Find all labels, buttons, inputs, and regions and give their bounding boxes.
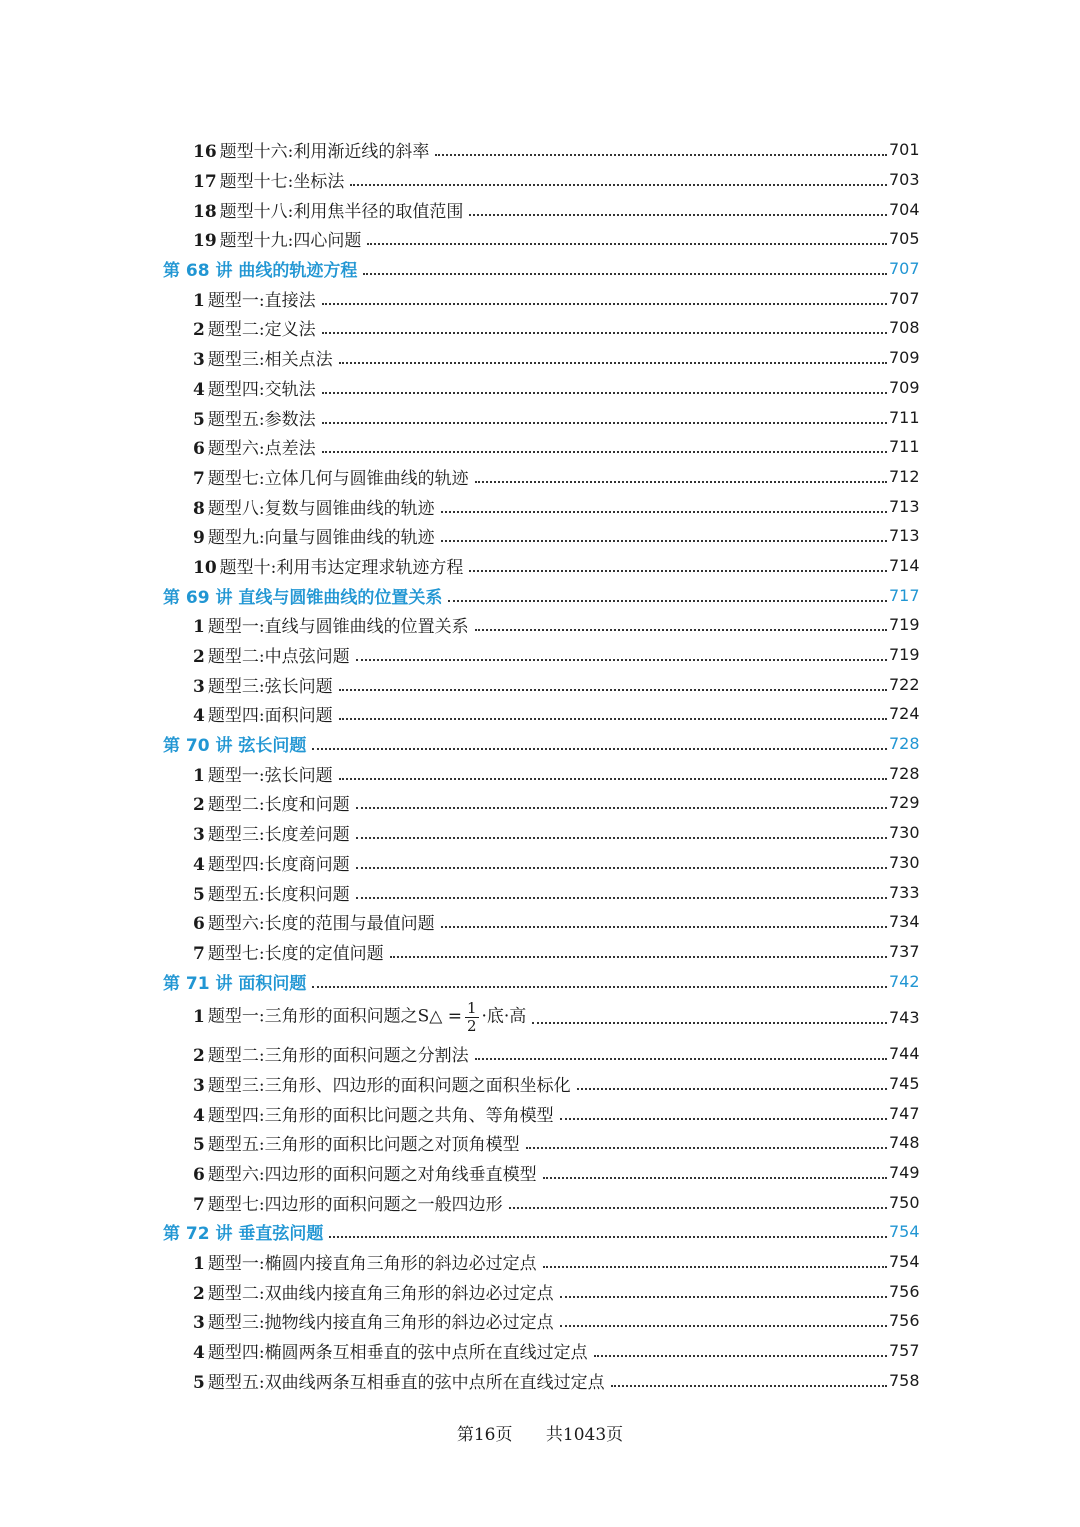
dot-leader	[611, 1384, 887, 1387]
toc-entry-row[interactable]	[0, 1306, 1080, 1336]
page-number: 749	[889, 1163, 920, 1183]
entry-title: 题型六:点差法	[207, 439, 316, 460]
toc-entry-label	[193, 1249, 537, 1274]
entry-title: 题型二:长度和问题	[207, 795, 350, 816]
entry-number: 7	[193, 468, 205, 489]
entry-number: 1	[193, 1006, 205, 1027]
entry-title: 题型三:弦长问题	[207, 676, 333, 697]
entry-number: 2	[193, 1283, 205, 1304]
toc-entry-label	[193, 494, 435, 519]
entry-title: 题型六:长度的范围与最值问题	[207, 914, 435, 935]
page-number: 709	[889, 348, 920, 368]
entry-number: 8	[193, 498, 205, 519]
entry-number: 5	[193, 409, 205, 430]
entry-title: 题型一:直线与圆锥曲线的位置关系	[207, 617, 469, 638]
toc-entry-label	[193, 790, 350, 815]
dot-leader	[363, 272, 887, 275]
entry-title: 题型一:弦长问题	[207, 765, 333, 786]
toc-entry-row[interactable]	[0, 462, 1080, 492]
toc-entry-label	[193, 197, 463, 222]
chapter-title: 垂直弦问题	[238, 1224, 324, 1245]
entry-number: 3	[193, 1313, 205, 1334]
entry-title: 题型十九:四心问题	[219, 231, 362, 252]
toc-entry-label	[193, 434, 316, 459]
toc-entry-row[interactable]	[0, 432, 1080, 462]
toc-chapter-row[interactable]	[0, 254, 1080, 284]
page-number: 748	[889, 1133, 920, 1153]
chapter-title: 面积问题	[238, 973, 307, 994]
toc-entry-row[interactable]	[0, 1128, 1080, 1158]
entry-number: 18	[193, 201, 217, 222]
dot-leader	[322, 450, 887, 453]
dot-leader	[560, 1295, 887, 1298]
dot-leader	[435, 153, 887, 156]
dot-leader	[441, 539, 887, 542]
chapter-title: 弦长问题	[238, 736, 307, 757]
toc-entry-label	[193, 286, 316, 311]
dot-leader	[560, 1324, 887, 1327]
toc-entry-label	[193, 850, 350, 875]
page-number: 724	[889, 704, 920, 724]
dot-leader	[448, 599, 887, 602]
dot-leader	[560, 1117, 887, 1120]
entry-number: 3	[193, 1075, 205, 1096]
entry-number: 4	[193, 706, 205, 727]
entry-title: 题型三:相关点法	[207, 350, 333, 371]
entry-number: 2	[193, 320, 205, 341]
page-number: 737	[889, 941, 920, 961]
page-number: 745	[889, 1073, 920, 1093]
entry-number: 16	[193, 142, 217, 163]
page-footer	[0, 1420, 1080, 1445]
entry-number: 3	[193, 350, 205, 371]
dot-leader	[526, 1146, 887, 1149]
toc-entry-row[interactable]	[0, 224, 1080, 254]
toc-entry-label	[193, 701, 333, 726]
page-number: 719	[889, 615, 920, 635]
toc-entry-row[interactable]	[0, 521, 1080, 551]
page-number: 714	[889, 555, 920, 575]
dot-leader	[469, 569, 887, 572]
toc-entry-label	[193, 1190, 503, 1215]
entry-number: 6	[193, 439, 205, 460]
entry-number: 1	[193, 617, 205, 638]
toc-entry-label	[163, 1219, 323, 1244]
entry-number: 5	[193, 1135, 205, 1156]
dot-leader	[441, 510, 887, 513]
entry-number: 6	[193, 914, 205, 935]
entry-number: 2	[193, 795, 205, 816]
page-number: 713	[889, 496, 920, 516]
toc-entry-label	[193, 137, 429, 162]
dot-leader	[339, 361, 887, 364]
toc-entry-row[interactable]	[0, 165, 1080, 195]
entry-number: 7	[193, 943, 205, 964]
dot-leader	[322, 391, 887, 394]
dot-leader	[475, 1057, 887, 1060]
toc-entry-label	[193, 939, 384, 964]
toc-entry-label	[163, 256, 357, 281]
page-number: 728	[889, 763, 920, 783]
toc-entry-label	[193, 1071, 571, 1096]
chapter-number: 第 70 讲	[163, 736, 233, 757]
chapter-number: 第 72 讲	[163, 1224, 233, 1245]
dot-leader	[469, 213, 887, 216]
toc-entry-row[interactable]	[0, 135, 1080, 165]
toc-entry-row[interactable]	[0, 313, 1080, 343]
dot-leader	[543, 1176, 887, 1179]
toc-entry-label	[193, 167, 344, 192]
dot-leader	[532, 1021, 887, 1024]
dot-leader	[577, 1087, 887, 1090]
fraction	[465, 1000, 479, 1034]
page-number: 754	[889, 1252, 920, 1272]
page-number: 711	[889, 407, 920, 427]
dot-leader	[390, 955, 887, 958]
entry-title: 题型七:长度的定值问题	[207, 943, 384, 964]
toc-entry-label	[193, 909, 435, 934]
toc-entry-label	[193, 612, 469, 637]
dot-leader	[322, 421, 887, 424]
total-pages-label: 共1043页	[545, 1425, 624, 1445]
toc-entry-row[interactable]	[0, 283, 1080, 313]
page-number: 757	[889, 1341, 920, 1361]
entry-title: 题型三:长度差问题	[207, 825, 350, 846]
entry-title: 题型五:参数法	[207, 409, 316, 430]
page-number: 713	[889, 526, 920, 546]
page-number: 711	[889, 437, 920, 457]
toc-entry-row[interactable]	[0, 1039, 1080, 1069]
toc-chapter-row[interactable]	[0, 1217, 1080, 1247]
page-number: 704	[889, 199, 920, 219]
toc-entry-label	[193, 1130, 520, 1155]
toc-entry-label	[193, 1279, 554, 1304]
toc-entry-label	[193, 1338, 588, 1363]
entry-number: 3	[193, 676, 205, 697]
page-number: 733	[889, 882, 920, 902]
chapter-number: 第 69 讲	[163, 587, 233, 608]
page-number: 703	[889, 170, 920, 190]
entry-title: 题型四:长度商问题	[207, 854, 350, 875]
entry-title: 题型七:四边形的面积问题之一般四边形	[207, 1194, 503, 1215]
entry-title-suffix: ·底·高	[481, 1006, 527, 1027]
toc-entry-row[interactable]	[0, 1158, 1080, 1188]
toc-entry-row[interactable]	[0, 610, 1080, 640]
page-number: 709	[889, 377, 920, 397]
dot-leader	[367, 242, 887, 245]
chapter-number: 第 71 讲	[163, 973, 233, 994]
page-number: 722	[889, 674, 920, 694]
toc-entry-label	[193, 672, 333, 697]
dot-leader	[356, 866, 887, 869]
page-number: 747	[889, 1103, 920, 1123]
dot-leader	[475, 480, 887, 483]
toc-chapter-row[interactable]	[0, 580, 1080, 610]
dot-leader	[339, 777, 887, 780]
entry-title: 题型十七:坐标法	[219, 172, 345, 193]
toc-chapter-row[interactable]	[0, 966, 1080, 996]
entry-title: 题型二:中点弦问题	[207, 647, 350, 668]
dot-leader	[329, 1235, 887, 1238]
entry-title: 题型一:直接法	[207, 290, 316, 311]
entry-title: 题型六:四边形的面积问题之对角线垂直模型	[207, 1165, 537, 1186]
fraction-numerator: 1	[466, 999, 477, 1018]
dot-leader	[322, 302, 887, 305]
toc-entry-row[interactable]	[0, 1187, 1080, 1217]
dot-leader	[322, 331, 887, 334]
entry-title: 题型四:交轨法	[207, 379, 316, 400]
entry-number: 10	[193, 557, 217, 578]
toc-entry-row[interactable]	[0, 640, 1080, 670]
entry-title: 题型四:面积问题	[207, 706, 333, 727]
entry-number: 9	[193, 528, 205, 549]
dot-leader	[350, 183, 887, 186]
current-page-label: 第16页	[456, 1425, 513, 1445]
toc-entry-label	[193, 553, 463, 578]
entry-number: 5	[193, 884, 205, 905]
entry-title: 题型五:双曲线两条互相垂直的弦中点所在直线过定点	[207, 1372, 605, 1393]
toc-entry-label	[163, 583, 442, 608]
toc-entry-row[interactable]	[0, 373, 1080, 403]
entry-title: 题型九:向量与圆锥曲线的轨迹	[207, 528, 435, 549]
entry-title: 题型十六:利用渐近线的斜率	[219, 142, 430, 163]
page-number: 705	[889, 229, 920, 249]
dot-leader	[543, 1265, 887, 1268]
entry-title: 题型二:三角形的面积问题之分割法	[207, 1046, 469, 1067]
toc-entry-label	[193, 1368, 605, 1393]
toc-entry-label	[193, 1041, 469, 1066]
dot-leader	[312, 747, 887, 750]
toc-entry-row[interactable]	[0, 848, 1080, 878]
toc-entry-row[interactable]	[0, 788, 1080, 818]
page-number: 701	[889, 140, 920, 160]
dot-leader	[509, 1206, 887, 1209]
chapter-title: 直线与圆锥曲线的位置关系	[238, 587, 443, 608]
toc-entry-label	[163, 969, 306, 994]
entry-number: 1	[193, 1254, 205, 1275]
chapter-number: 第 68 讲	[163, 261, 233, 282]
entry-title: 题型四:三角形的面积比问题之共角、等角模型	[207, 1105, 554, 1126]
entry-number: 2	[193, 647, 205, 668]
dot-leader	[356, 836, 887, 839]
toc-entry-label	[193, 226, 361, 251]
toc-entry-row[interactable]	[0, 907, 1080, 937]
page-number: 730	[889, 823, 920, 843]
entry-title: 题型三:抛物线内接直角三角形的斜边必过定点	[207, 1313, 554, 1334]
toc-entry-row[interactable]	[0, 402, 1080, 432]
entry-title: 题型八:复数与圆锥曲线的轨迹	[207, 498, 435, 519]
entry-title: 题型十:利用韦达定理求轨迹方程	[219, 557, 464, 578]
entry-number: 2	[193, 1046, 205, 1067]
page-number: 744	[889, 1044, 920, 1064]
entry-number: 17	[193, 172, 217, 193]
entry-number: 4	[193, 854, 205, 875]
toc-entry-row[interactable]	[0, 1336, 1080, 1366]
toc-entry-row[interactable]	[0, 343, 1080, 373]
chapter-title: 曲线的轨迹方程	[238, 261, 358, 282]
toc-entry-label	[193, 761, 333, 786]
dot-leader	[356, 806, 887, 809]
toc-entry-label	[193, 375, 316, 400]
toc-entry-label	[193, 820, 350, 845]
fraction-denominator: 2	[466, 1016, 477, 1035]
dot-leader	[339, 717, 887, 720]
dot-leader	[356, 658, 887, 661]
dot-leader	[475, 628, 887, 631]
entry-number: 4	[193, 1343, 205, 1364]
table-of-contents	[0, 135, 1080, 1395]
toc-entry-label	[193, 1101, 554, 1126]
toc-chapter-row[interactable]	[0, 729, 1080, 759]
toc-entry-label	[163, 731, 306, 756]
entry-title: 题型一:三角形的面积问题之S△ =	[207, 1006, 462, 1027]
entry-number: 1	[193, 765, 205, 786]
page-number: 729	[889, 793, 920, 813]
page-number: 750	[889, 1192, 920, 1212]
dot-leader	[441, 925, 887, 928]
toc-entry-label	[193, 880, 350, 905]
entry-number: 19	[193, 231, 217, 252]
entry-number: 7	[193, 1194, 205, 1215]
entry-title: 题型五:三角形的面积比问题之对顶角模型	[207, 1135, 520, 1156]
entry-title: 题型二:双曲线内接直角三角形的斜边必过定点	[207, 1283, 554, 1304]
page-number: 717	[889, 585, 920, 605]
dot-leader	[312, 985, 887, 988]
toc-entry-row[interactable]	[0, 937, 1080, 967]
entry-number: 4	[193, 379, 205, 400]
toc-entry-row[interactable]	[0, 1366, 1080, 1396]
dot-leader	[594, 1354, 887, 1357]
entry-number: 4	[193, 1105, 205, 1126]
toc-entry-row[interactable]	[0, 194, 1080, 224]
dot-leader	[356, 896, 887, 899]
page-number: 708	[889, 318, 920, 338]
toc-entry-label	[193, 345, 333, 370]
page-number: 758	[889, 1370, 920, 1390]
toc-entry-row[interactable]	[0, 1247, 1080, 1277]
page-number: 707	[889, 288, 920, 308]
toc-entry-label	[193, 1000, 526, 1034]
toc-entry-row[interactable]	[0, 669, 1080, 699]
toc-entry-row[interactable]	[0, 877, 1080, 907]
toc-entry-label	[193, 642, 350, 667]
entry-title: 题型四:椭圆两条互相垂直的弦中点所在直线过定点	[207, 1343, 588, 1364]
entry-number: 5	[193, 1372, 205, 1393]
toc-entry-row[interactable]	[0, 699, 1080, 729]
toc-entry-label	[193, 1308, 554, 1333]
entry-title: 题型二:定义法	[207, 320, 316, 341]
dot-leader	[339, 688, 887, 691]
page-number: 743	[889, 1007, 920, 1027]
page-number: 730	[889, 852, 920, 872]
page-number: 756	[889, 1311, 920, 1331]
page-number: 719	[889, 645, 920, 665]
entry-number: 3	[193, 825, 205, 846]
entry-title: 题型十八:利用焦半径的取值范围	[219, 201, 464, 222]
toc-entry-label	[193, 405, 316, 430]
toc-entry-row[interactable]	[0, 818, 1080, 848]
entry-number: 1	[193, 290, 205, 311]
toc-entry-row[interactable]	[0, 996, 1080, 1039]
entry-number: 6	[193, 1165, 205, 1186]
entry-title: 题型一:椭圆内接直角三角形的斜边必过定点	[207, 1254, 537, 1275]
toc-entry-row[interactable]	[0, 1276, 1080, 1306]
toc-entry-label	[193, 464, 469, 489]
toc-entry-row[interactable]	[0, 1069, 1080, 1099]
toc-entry-label	[193, 315, 316, 340]
page-number: 712	[889, 466, 920, 486]
toc-entry-row[interactable]	[0, 491, 1080, 521]
page-number: 734	[889, 912, 920, 932]
page-number: 756	[889, 1281, 920, 1301]
toc-entry-label	[193, 1160, 537, 1185]
entry-title: 题型七:立体几何与圆锥曲线的轨迹	[207, 468, 469, 489]
toc-entry-row[interactable]	[0, 758, 1080, 788]
toc-entry-label	[193, 523, 435, 548]
toc-entry-row[interactable]	[0, 1098, 1080, 1128]
entry-title: 题型五:长度积问题	[207, 884, 350, 905]
toc-entry-row[interactable]	[0, 551, 1080, 581]
page-number: 754	[889, 1222, 920, 1242]
entry-title: 题型三:三角形、四边形的面积问题之面积坐标化	[207, 1075, 571, 1096]
page-number: 742	[889, 971, 920, 991]
page-number: 707	[889, 259, 920, 279]
page-number: 728	[889, 734, 920, 754]
